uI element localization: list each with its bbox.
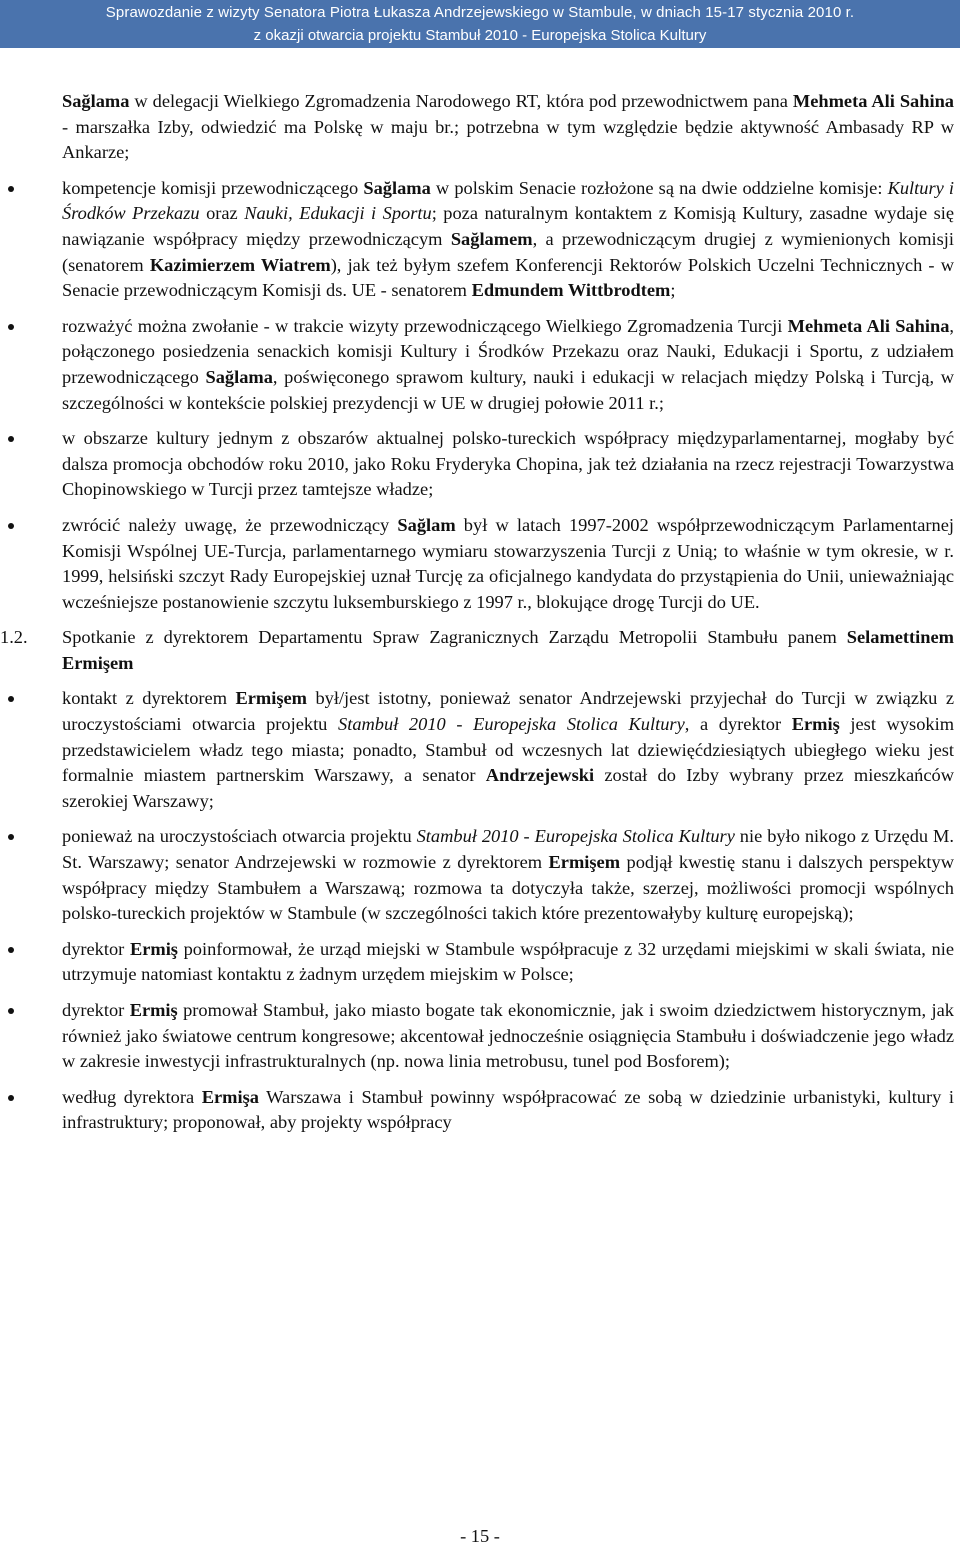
text-run: oraz bbox=[199, 203, 245, 224]
bold-name: Mehmeta Ali Sahina bbox=[787, 315, 950, 336]
text-run: jest wysokim przedstawicielem władz tego miasta; ponadto, Stambuł od wczesnych lat dziewięćdziesiątych ubiegłego wieku jest formalnie miastem partnerskim Warszawy, a senator bbox=[62, 714, 954, 786]
text-run: ; bbox=[670, 280, 676, 301]
text-run: ponieważ na uroczystościach otwarcia projektu bbox=[62, 826, 417, 847]
bullet-item bbox=[62, 1085, 954, 1136]
text-run: w obszarze kultury jednym z obszarów aktualnej polsko-tureckich współpracy międzyparlamentarnej, mogłaby być dalsza promocja obchodów roku 2010, jako Roku Fryderyka Chopina, jak też działania na rzecz rejestracji Towarzystwa Chopinowskiego w Turcji przez tamtejsze władze; bbox=[62, 428, 954, 500]
section-heading bbox=[0, 625, 954, 676]
text-run: był/jest istotny, ponieważ senator Andrzejewski przyjechał do Turcji w związku z uroczystościami otwarcia projektu bbox=[62, 688, 955, 735]
section-number: 1.2. bbox=[0, 627, 28, 648]
bold-name: Sağlama bbox=[62, 91, 130, 111]
bold-name: Andrzejewski bbox=[485, 765, 595, 786]
bold-name: Sağlama bbox=[363, 177, 431, 198]
bullet-item bbox=[62, 314, 954, 416]
text-run: rozważyć można zwołanie - w trakcie wizyty przewodniczącego Wielkiego Zgromadzenia Turcji bbox=[62, 315, 788, 336]
bullet-item bbox=[62, 513, 954, 615]
text-run: dyrektor bbox=[62, 1000, 130, 1020]
italic-text: Kultury i Środków Przekazu bbox=[62, 177, 954, 224]
bold-name: Sağlamem bbox=[450, 228, 533, 249]
bold-name: Ermişa bbox=[201, 1086, 259, 1107]
bold-name: Sağlama bbox=[205, 366, 273, 387]
bold-name: Ermiş bbox=[129, 1000, 178, 1020]
header-subtitle-line: z okazji otwarcia projektu Stambuł 2010 - Europejska Stolica Kultury bbox=[253, 27, 707, 44]
text-run: ), jak też byłym szefem Konferencji Rektorów Polskich Uczelni Technicznych - w Senacie przewodniczącym Komisji ds. UE - senatorem bbox=[62, 254, 954, 301]
bold-name: Kazimierzem Wiatrem bbox=[149, 254, 331, 275]
text-run: , połączonego posiedzenia senackich komisji Kultury i Środków Przekazu oraz Nauki, Edukacji i Sportu, z udziałem przewodniczącego bbox=[62, 315, 954, 387]
text-run: był w latach 1997-2002 współprzewodniczącym Parlamentarnej Komisji Wspólnej UE-Turcja, parlamentarnego wymiaru stowarzyszenia Turcji z Unią; to właśnie w tym okresie, w r. 1999, helsiński szczyt Rady Europejskiej uznał Turcję za oficjalnego kandydata do przystąpienia do Unii, unieważniając wcześniejsze postanowienie szczytu luksemburskiego z 1997 r., blokujące drogę Turcji do UE. bbox=[62, 514, 955, 612]
header-title-line: Sprawozdanie z wizyty Senatora Piotra Łukasza Andrzejewskiego w Stambule, w dniach 15-17 stycznia 2010 r. bbox=[105, 4, 855, 21]
text-run: Spotkanie z dyrektorem Departamentu Spraw Zagranicznych Zarządu Metropolii Stambułu panem bbox=[62, 627, 847, 648]
text-run: zwrócić należy uwagę, że przewodniczący bbox=[62, 514, 398, 535]
bullet-item bbox=[62, 937, 954, 988]
text-run: - marszałka Izby, odwiedzić ma Polskę w maju br.; potrzebna w tym względzie będzie aktywność Ambasady RP w Ankarze; bbox=[62, 116, 954, 163]
bullet-item bbox=[62, 998, 954, 1075]
bullet-item bbox=[62, 176, 954, 304]
italic-text: Stambuł 2010 - Europejska Stolica Kultury bbox=[416, 826, 735, 847]
text-run: został do Izby wybrany przez mieszkańców szerokiej Warszawy; bbox=[62, 765, 954, 811]
text-run: dyrektor bbox=[62, 938, 130, 959]
text-run: według dyrektora bbox=[62, 1086, 202, 1107]
text-run: , poświęconego sprawom kultury, nauki i edukacji w relacjach między Polską i Turcją, w szczególności w kontekście polskiej prezydencji w UE w drugiej połowie 2011 r.; bbox=[62, 366, 954, 413]
page-number: - 15 - bbox=[460, 1526, 500, 1546]
continuation-paragraph bbox=[62, 89, 954, 166]
text-run: podjął kwestię stanu i dalszych perspektyw współpracy między Stambułem a Warszawą; rozmowa ta dotyczyła także, szerzej, możliwości promocji wspólnych polsko-tureckich projektów w Stambule (w szczególności takich które prezentowałyby kulturę europejską); bbox=[62, 852, 955, 924]
bold-name: Ermiş bbox=[791, 714, 840, 735]
bold-name: Ermişem bbox=[548, 852, 621, 873]
bold-name: Ermişem bbox=[235, 688, 307, 709]
text-run: , a przewodniczącym drugiej z wymienionych komisji (senatorem bbox=[62, 228, 954, 275]
bullet-item bbox=[62, 426, 954, 503]
page-header bbox=[0, 0, 960, 48]
text-run: w delegacji Wielkiego Zgromadzenia Narodowego RT, która pod przewodnictwem pana bbox=[129, 91, 793, 111]
text-run: ; poza naturalnym kontaktem z Komisją Kultury, zasadne wydaje się nawiązanie współpracy między przewodniczącym bbox=[62, 203, 955, 249]
italic-text: Nauki, Edukacji i Sportu bbox=[244, 203, 432, 224]
text-run: promował Stambuł, jako miasto bogate tak ekonomicznie, jak i swoim dziedzictwem historycznym, jak również jako światowe centrum kongresowe; akcentował jednocześnie osiągnięcia Stambułu i doświadczenie jego władz w zakresie inwestycji infrastrukturalnych (np. nowa linia metrobusu, tunel pod Bosforem); bbox=[62, 1000, 954, 1072]
bullet-item bbox=[62, 824, 954, 926]
bold-name: Selamettinem Ermişem bbox=[62, 627, 954, 673]
text-run: nie było nikogo z Urzędu M. St. Warszawy; senator Andrzejewski w rozmowie z dyrektorem bbox=[62, 826, 955, 873]
bold-name: Mehmeta Ali Sahina bbox=[792, 91, 954, 111]
text-run: w polskim Senacie rozłożone są na dwie oddzielne komisje: bbox=[430, 177, 888, 198]
text-run: poinformował, że urząd miejski w Stambule współpracuje z 32 urzędami miejskimi w skali świata, nie utrzymuje natomiast kontaktu z żadnym urzędem miejskim w Polsce; bbox=[62, 938, 955, 985]
bullet-item bbox=[62, 686, 954, 814]
text-run: , a dyrektor bbox=[684, 714, 792, 735]
text-run: kompetencje komisji przewodniczącego bbox=[62, 177, 364, 198]
text-run: kontakt z dyrektorem bbox=[62, 688, 236, 709]
document-body bbox=[0, 89, 955, 1146]
bold-name: Edmundem Wittbrodtem bbox=[471, 280, 671, 301]
bold-name: Sağlam bbox=[397, 514, 456, 535]
bold-name: Ermiş bbox=[129, 938, 178, 959]
italic-text: Stambuł 2010 - Europejska Stolica Kultury bbox=[338, 714, 685, 735]
text-run: Warszawa i Stambuł powinny współpracować ze sobą w dziedzinie urbanistyki, kultury i infrastruktury; proponował, aby projekty współpracy bbox=[62, 1086, 954, 1133]
